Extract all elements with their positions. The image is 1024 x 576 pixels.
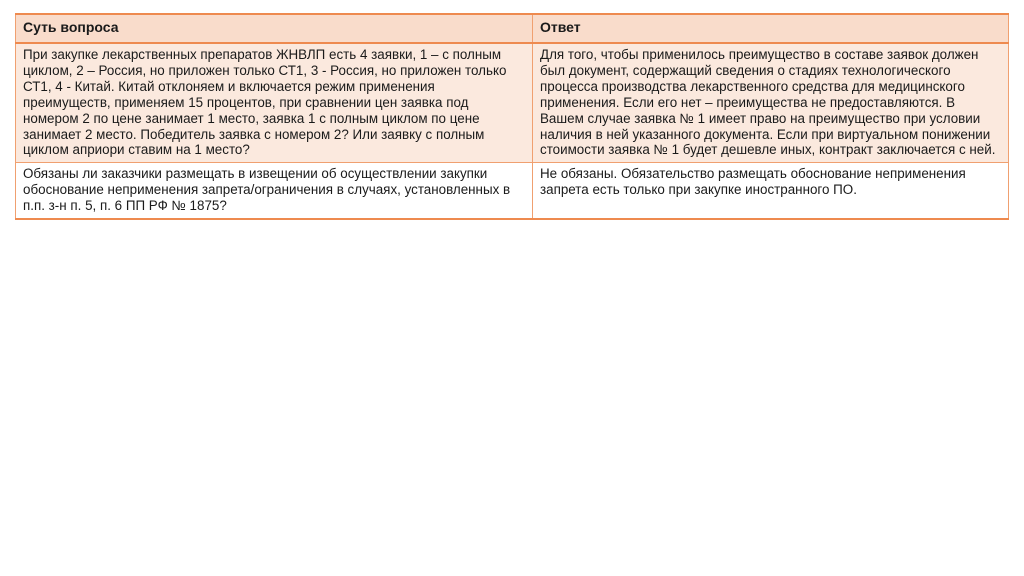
- answer-cell: Для того, чтобы применилось преимущество в составе заявок должен был документ, содержащий сведения о стадиях технологического процесса производства лекарственного средства для медицинского применения. Если его нет – преимущества не предоставляются. В Вашем случае заявка № 1 имеет право на преимущество при условии наличия в ней указанного документа. Если при виртуальном понижении стоимости заявка № 1 будет дешевле иных, контракт заключается с ней.: [533, 43, 1009, 163]
- table-body: [16, 43, 1009, 219]
- table-header: [16, 14, 1009, 43]
- table-row: [16, 163, 1009, 219]
- header-row: [16, 14, 1009, 43]
- table-row: [16, 43, 1009, 163]
- header-question: Суть вопроса: [16, 14, 533, 43]
- header-answer: Ответ: [533, 14, 1009, 43]
- answer-cell: Не обязаны. Обязательство размещать обоснование неприменения запрета есть только при закупке иностранного ПО.: [533, 163, 1009, 219]
- question-cell: Обязаны ли заказчики размещать в извещении об осуществлении закупки обоснование неприменения запрета/ограничения в случаях, установленных в п.п. з-н п. 5, п. 6 ПП РФ № 1875?: [16, 163, 533, 219]
- qa-table: [15, 13, 1009, 220]
- question-cell: При закупке лекарственных препаратов ЖНВЛП есть 4 заявки, 1 – с полным циклом, 2 – Россия, но приложен только СТ1, 3 - Россия, но приложен только СТ1, 4 - Китай. Китай отклоняем и включается режим применения преимуществ, применяем 15 процентов, при сравнении цен заявка под номером 2 по цене занимает 1 место, заявка 1 с полным циклом по цене занимает 2 место. Победитель заявка с номером 2? Или заявку с полным циклом априори ставим на 1 место?: [16, 43, 533, 163]
